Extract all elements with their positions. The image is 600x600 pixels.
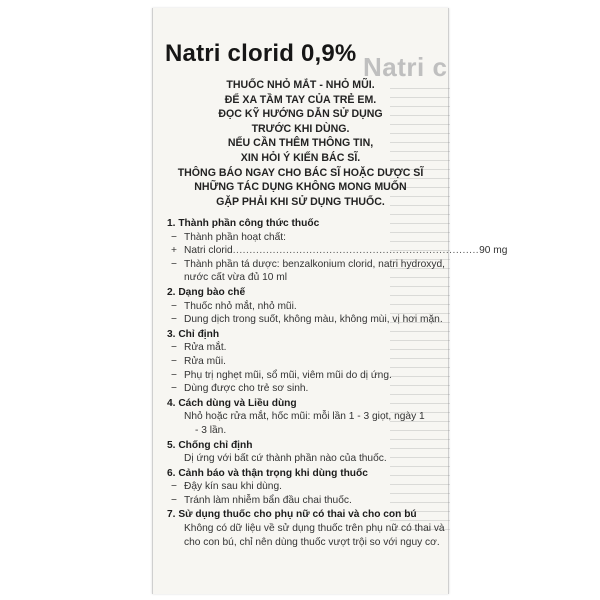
warning-line: ĐỌC KỸ HƯỚNG DẪN SỬ DỤNG (218, 108, 383, 121)
list-item: − Dùng được cho trẻ sơ sinh. (171, 383, 309, 395)
warning-line: THÔNG BÁO NGAY CHO BÁC SĨ HOẶC DƯỢC SĨ (177, 166, 424, 179)
warning-block (153, 78, 448, 209)
leader-dots: .......................................................................... (232, 245, 480, 257)
leaflet-sheet (152, 8, 508, 594)
warning-line: NHỮNG TÁC DỤNG KHÔNG MONG MUỐN (194, 181, 407, 194)
list-item: − Tránh làm nhiễm bẩn đầu chai thuốc. (171, 494, 352, 506)
warning-line: NẾU CẦN THÊM THÔNG TIN, (227, 137, 374, 150)
leaflet-body (167, 216, 508, 549)
ingredient-amount: 90 mg (479, 245, 508, 257)
section-heading-dosage: 4. Cách dùng và Liều dùng (167, 397, 297, 409)
warning-line: XIN HỎI Ý KIẾN BÁC SĨ. (240, 151, 361, 164)
warning-line: THUỐC NHỎ MẮT - NHỎ MŨI. (226, 79, 375, 91)
section-heading-dosage-form: 2. Dạng bào chế (167, 286, 246, 298)
pregnancy-text: Không có dữ liệu về sử dụng thuốc trên phụ nữ có thai và cho con bú, chỉ nên dùng thuốc vượt trội so với nguy cơ. (184, 523, 445, 548)
product-title: Natri clorid 0,9% (165, 40, 357, 67)
warning-line: ĐỂ XA TẦM TAY CỦA TRẺ EM. (224, 93, 377, 106)
warning-line: GẶP PHẢI KHI SỬ DỤNG THUỐC. (216, 195, 385, 208)
ingredient-row: + Natri clorid .......................................................................... 90 mg (171, 245, 508, 257)
ingredient-name: Natri clorid (184, 245, 233, 257)
section-heading-warnings: 6. Cảnh báo và thận trọng khi dùng thuốc (167, 467, 368, 479)
list-item: − Thành phần tá dược: benzalkonium clorid, natri hydroxyd, nước cất vừa đủ 10 ml (171, 258, 445, 284)
section-heading-pregnancy: 7. Sử dụng thuốc cho phụ nữ có thai và cho con bú (167, 509, 417, 521)
list-item: − Đậy kín sau khi dùng. (171, 481, 282, 493)
list-item: − Thuốc nhỏ mắt, nhỏ mũi. (171, 300, 297, 312)
list-item: − Thành phần hoạt chất: (171, 231, 286, 243)
contraindication-text: Dị ứng với bất cứ thành phần nào của thuốc. (184, 453, 387, 465)
list-item: − Dung dịch trong suốt, không màu, không mùi, vị hơi mặn. (171, 314, 443, 326)
list-item: − Rửa mắt. (171, 342, 227, 354)
show-through-title: Natri c (363, 52, 448, 82)
dosage-text: Nhỏ hoặc rửa mắt, hốc mũi: mỗi lần 1 - 3 giọt, ngày 1 (184, 411, 425, 423)
list-item: − Phụ trị nghẹt mũi, sổ mũi, viêm mũi do dị ứng. (171, 369, 392, 381)
section-heading-contraindications: 5. Chống chỉ định (167, 439, 253, 451)
list-item: − Rửa mũi. (171, 355, 226, 367)
section-heading-composition: 1. Thành phần công thức thuốc (167, 218, 320, 229)
dosage-text-cont: - 3 lần. (195, 424, 227, 436)
section-heading-indications: 3. Chỉ định (167, 328, 220, 340)
warning-line: TRƯỚC KHI DÙNG. (251, 122, 350, 135)
